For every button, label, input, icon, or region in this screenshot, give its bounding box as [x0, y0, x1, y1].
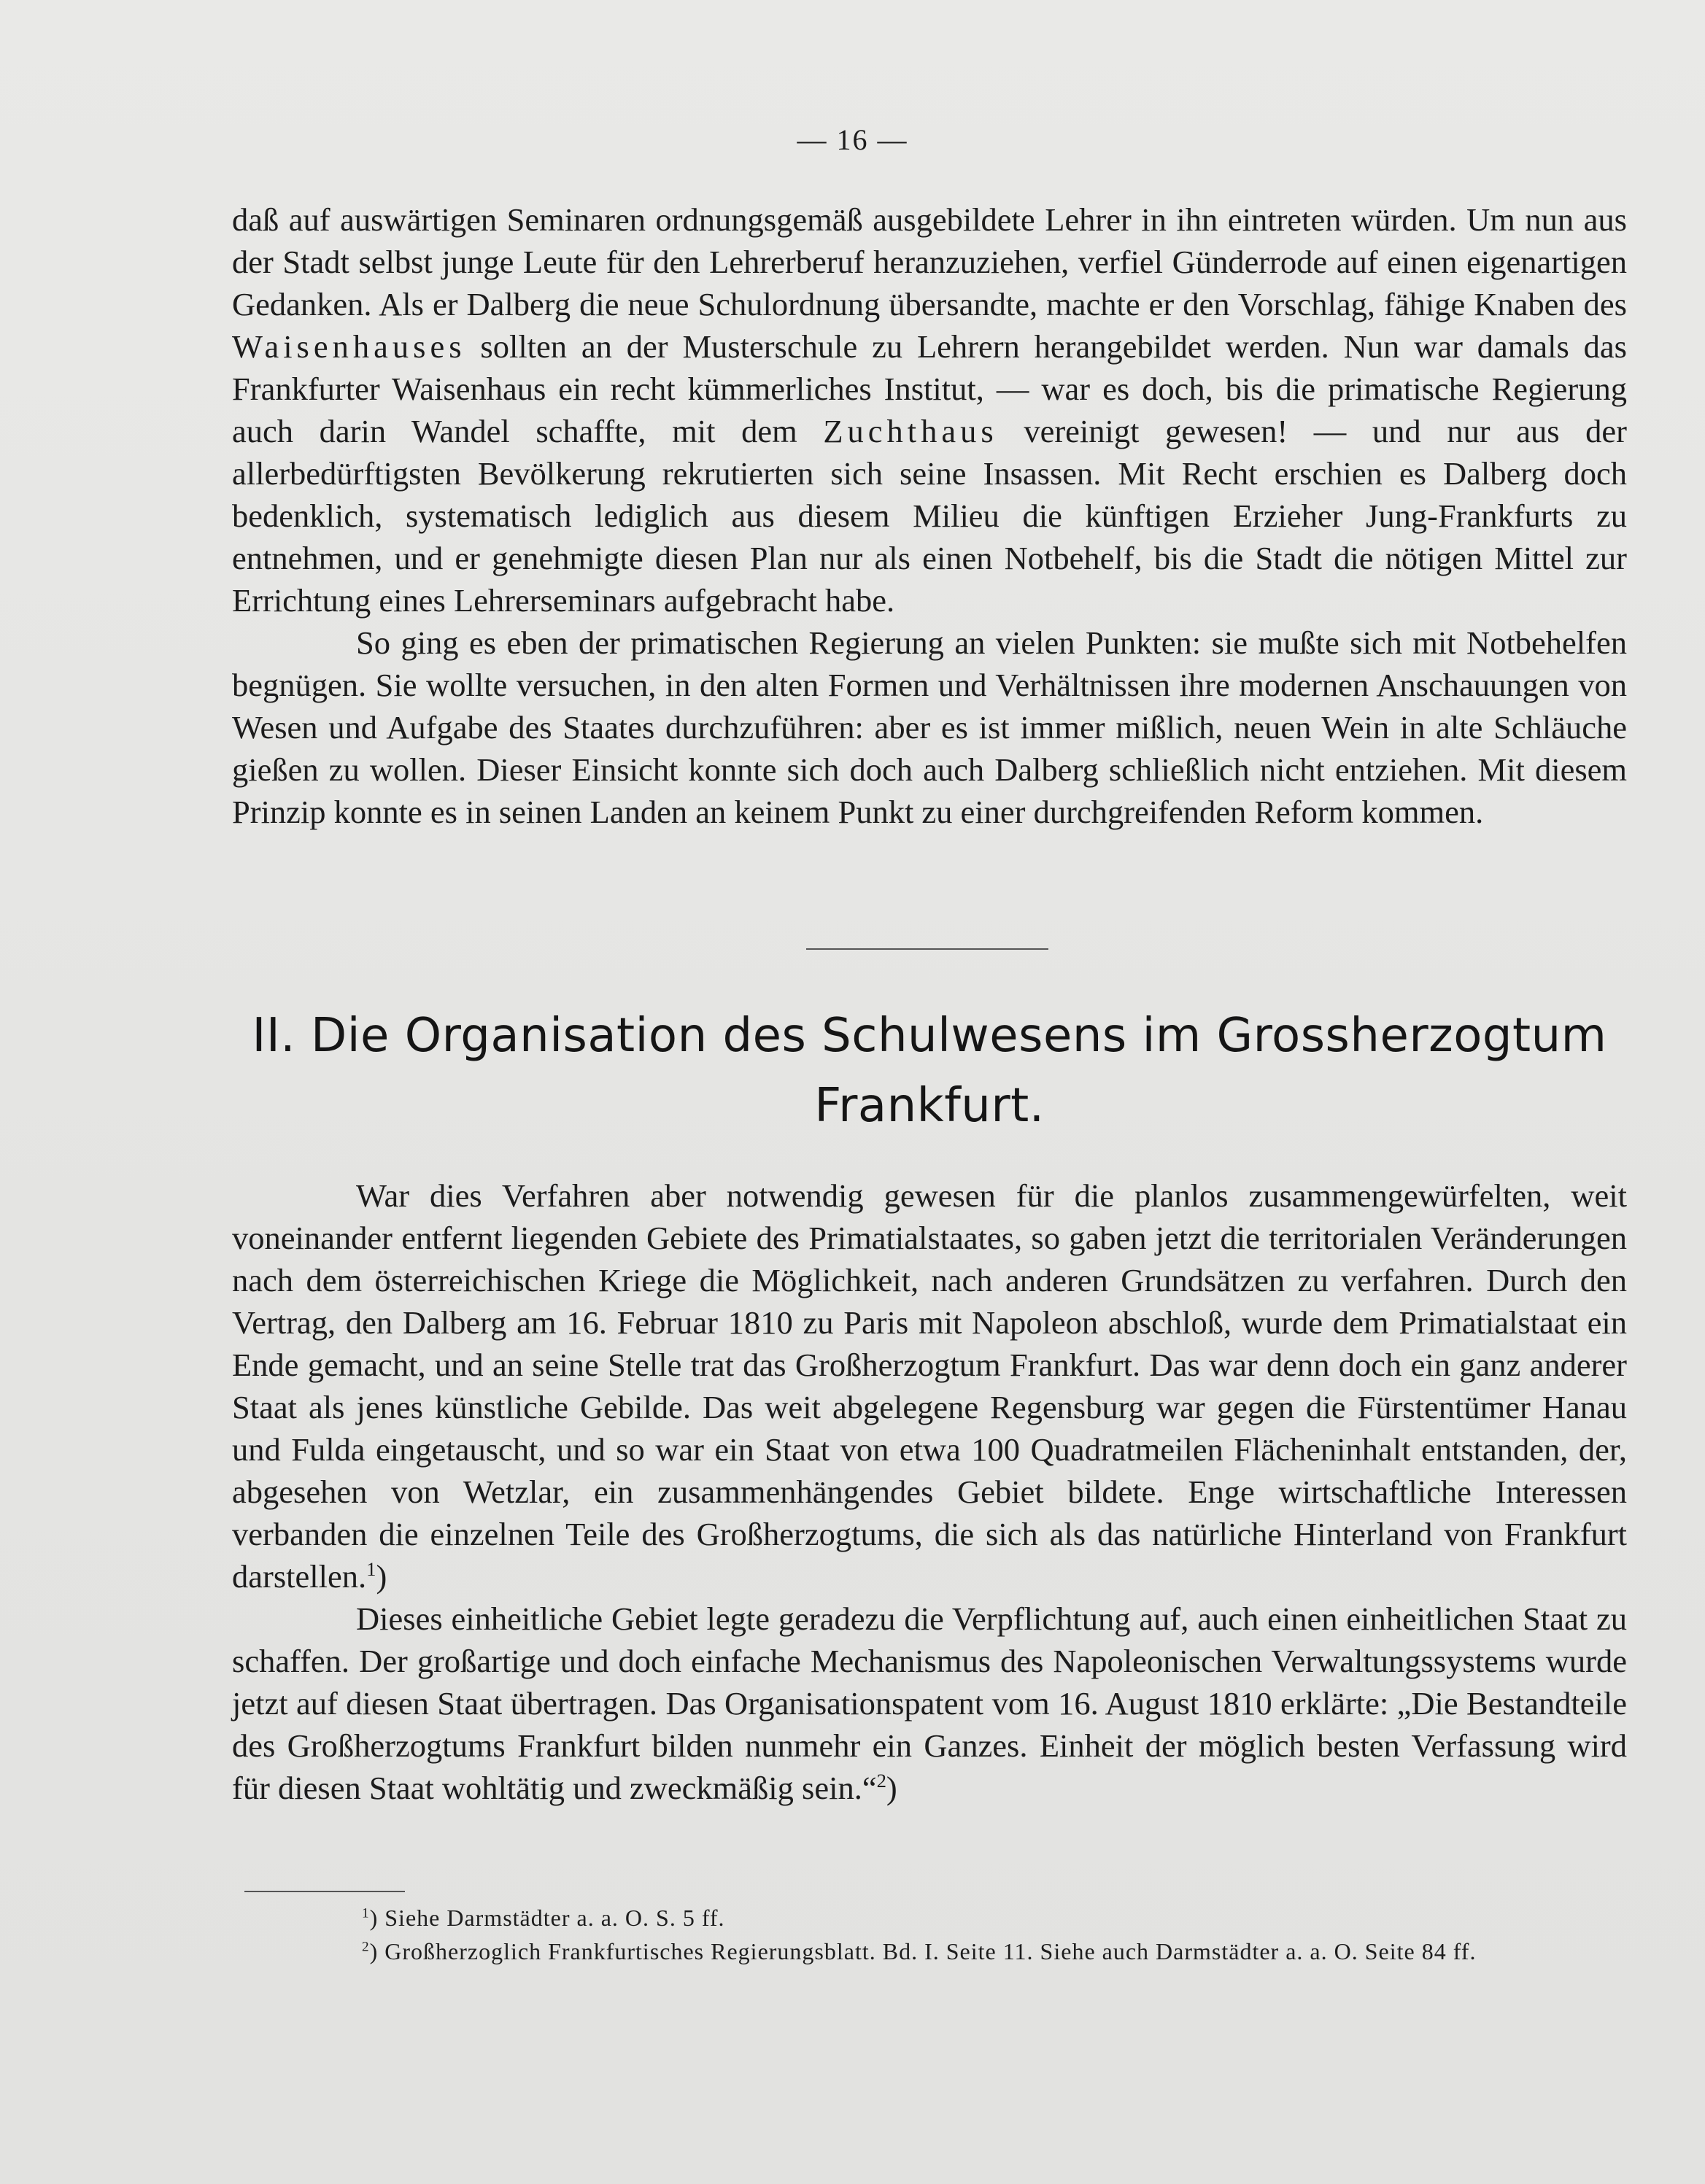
footnote-ref-2-close: )	[886, 1770, 897, 1806]
intro-paragraph-1	[232, 198, 1627, 621]
section-separator-rule	[806, 948, 1048, 950]
footnote-1-marker: 1	[362, 1905, 370, 1921]
intro-paragraph-1-part-a: daß auf auswärtigen Seminaren ordnungsgemäß ausgebildete Lehrer in ihn eintreten würden. Um nun aus der Stadt selbst junge Leute für den Lehrerberuf heranzuziehen, verfiel Günderrode auf einen eigenartigen Gedanken. Als er Dalberg die neue Schulordnung übersandte, machte er den Vorschlag, fähige Knaben des	[232, 201, 1627, 322]
main-paragraph-2	[232, 1598, 1627, 1809]
section-heading-line-2: Frankfurt.	[814, 1079, 1045, 1133]
intro-paragraph-1-part-c: vereinigt gewesen! — und nur aus der allerbedürftigsten Bevölkerung rekrutierten sich seine Insassen. Mit Recht erschien es Dalberg doch bedenklich, systematisch lediglich aus diesem Milieu die künftigen Erzieher Jung-Frankfurts zu entnehmen, und er genehmigte diesen Plan nur als einen Notbehelf, bis die Stadt die nötigen Mittel zur Errichtung eines Lehrerseminars aufgebracht habe.	[232, 413, 1627, 619]
footnote-2-marker-close: )	[369, 1938, 379, 1964]
main-paragraph-2-text: Dieses einheitliche Gebiet legte geradezu die Verpflichtung auf, auch einen einheitlichen Staat zu schaffen. Der großartige und doch einfache Mechanismus des Napoleonischen Verwaltungssystems wurde jetzt auf diesen Staat übertragen. Das Organisationspatent vom 16. August 1810 erklärte: „Die Bestandteile des Großherzogtums Frankfurt bilden nunmehr ein Ganzes. Einheit der möglich besten Verfassung wird für diesen Staat wohltätig und zweckmäßig sein.“	[232, 1600, 1627, 1806]
emphasis-waisenhauses: Waisenhauses	[232, 328, 466, 365]
footnote-2-marker: 2	[362, 1939, 370, 1955]
intro-paragraph-2: So ging es eben der primatischen Regierung an vielen Punkten: sie mußte sich mit Notbehelfen begnügen. Sie wollte versuchen, in den alten Formen und Verhältnissen ihre modernen Anschauungen von Wesen und Aufgabe des Staates durchzuführen: aber es ist immer mißlich, neuen Wein in alte Schläuche gießen zu wollen. Dieser Einsicht konnte sich doch auch Dalberg schließlich nicht entziehen. Mit diesem Prinzip konnte es in seinen Landen an keinem Punkt zu einer durchgreifenden Reform kommen.	[232, 624, 1627, 830]
intro-text-block	[232, 198, 1627, 833]
main-text-block	[232, 1174, 1627, 1809]
footnote-1	[232, 1901, 1627, 1935]
section-heading	[232, 1001, 1627, 1141]
emphasis-zuchthaus: Zuchthaus	[823, 413, 998, 449]
intro-paragraph-1-part-b: sollten an der Musterschule zu Lehrern herangebildet werden. Nun war damals das Frankfurter Waisenhaus ein recht kümmerliches Institut, — war es doch, bis die primatische Regierung auch darin Wandel schaffte, mit dem	[232, 328, 1627, 449]
footnote-1-marker-close: )	[369, 1905, 379, 1931]
footnote-2-text: Großherzoglich Frankfurtisches Regierungsblatt. Bd. I. Seite 11. Siehe auch Darmstädter a. a. O. Seite 84 ff.	[378, 1938, 1477, 1964]
footnote-2	[232, 1935, 1627, 1968]
footnote-ref-1-close: )	[376, 1558, 387, 1595]
footnotes-block	[232, 1901, 1627, 1968]
footnote-ref-2: 2	[876, 1770, 886, 1792]
main-paragraph-1-text: War dies Verfahren aber notwendig gewesen für die planlos zusammengewürfelten, weit voneinander entfernt liegenden Gebiete des Primatialstaates, so gaben jetzt die territorialen Veränderungen nach dem österreichischen Kriege die Möglichkeit, nach anderen Grundsätzen zu verfahren. Durch den Vertrag, den Dalberg am 16. Februar 1810 zu Paris mit Napoleon abschloß, wurde dem Primatialstaat ein Ende gemacht, und an seine Stelle trat das Großherzogtum Frankfurt. Das war denn doch ein ganz anderer Staat als jenes künstliche Gebilde. Das weit abgelegene Regensburg war gegen die Fürstentümer Hanau und Fulda eingetauscht, und so war ein Staat von etwa 100 Quadratmeilen Flächeninhalt entstanden, der, abgesehen von Wetzlar, ein zusammenhängendes Gebiet bildete. Enge wirtschaftliche Interessen verbanden die einzelnen Teile des Großherzogtums, die sich als das natürliche Hinterland von Frankfurt darstellen.	[232, 1177, 1627, 1595]
footnote-separator-rule	[244, 1891, 405, 1892]
page-number: — 16 —	[797, 123, 908, 156]
main-paragraph-1	[232, 1174, 1627, 1598]
section-heading-line-1: II. Die Organisation des Schulwesens im Grossherzogtum	[252, 1009, 1607, 1063]
footnote-1-text: Siehe Darmstädter a. a. O. S. 5 ff.	[378, 1905, 725, 1931]
footnote-ref-1: 1	[366, 1558, 376, 1581]
